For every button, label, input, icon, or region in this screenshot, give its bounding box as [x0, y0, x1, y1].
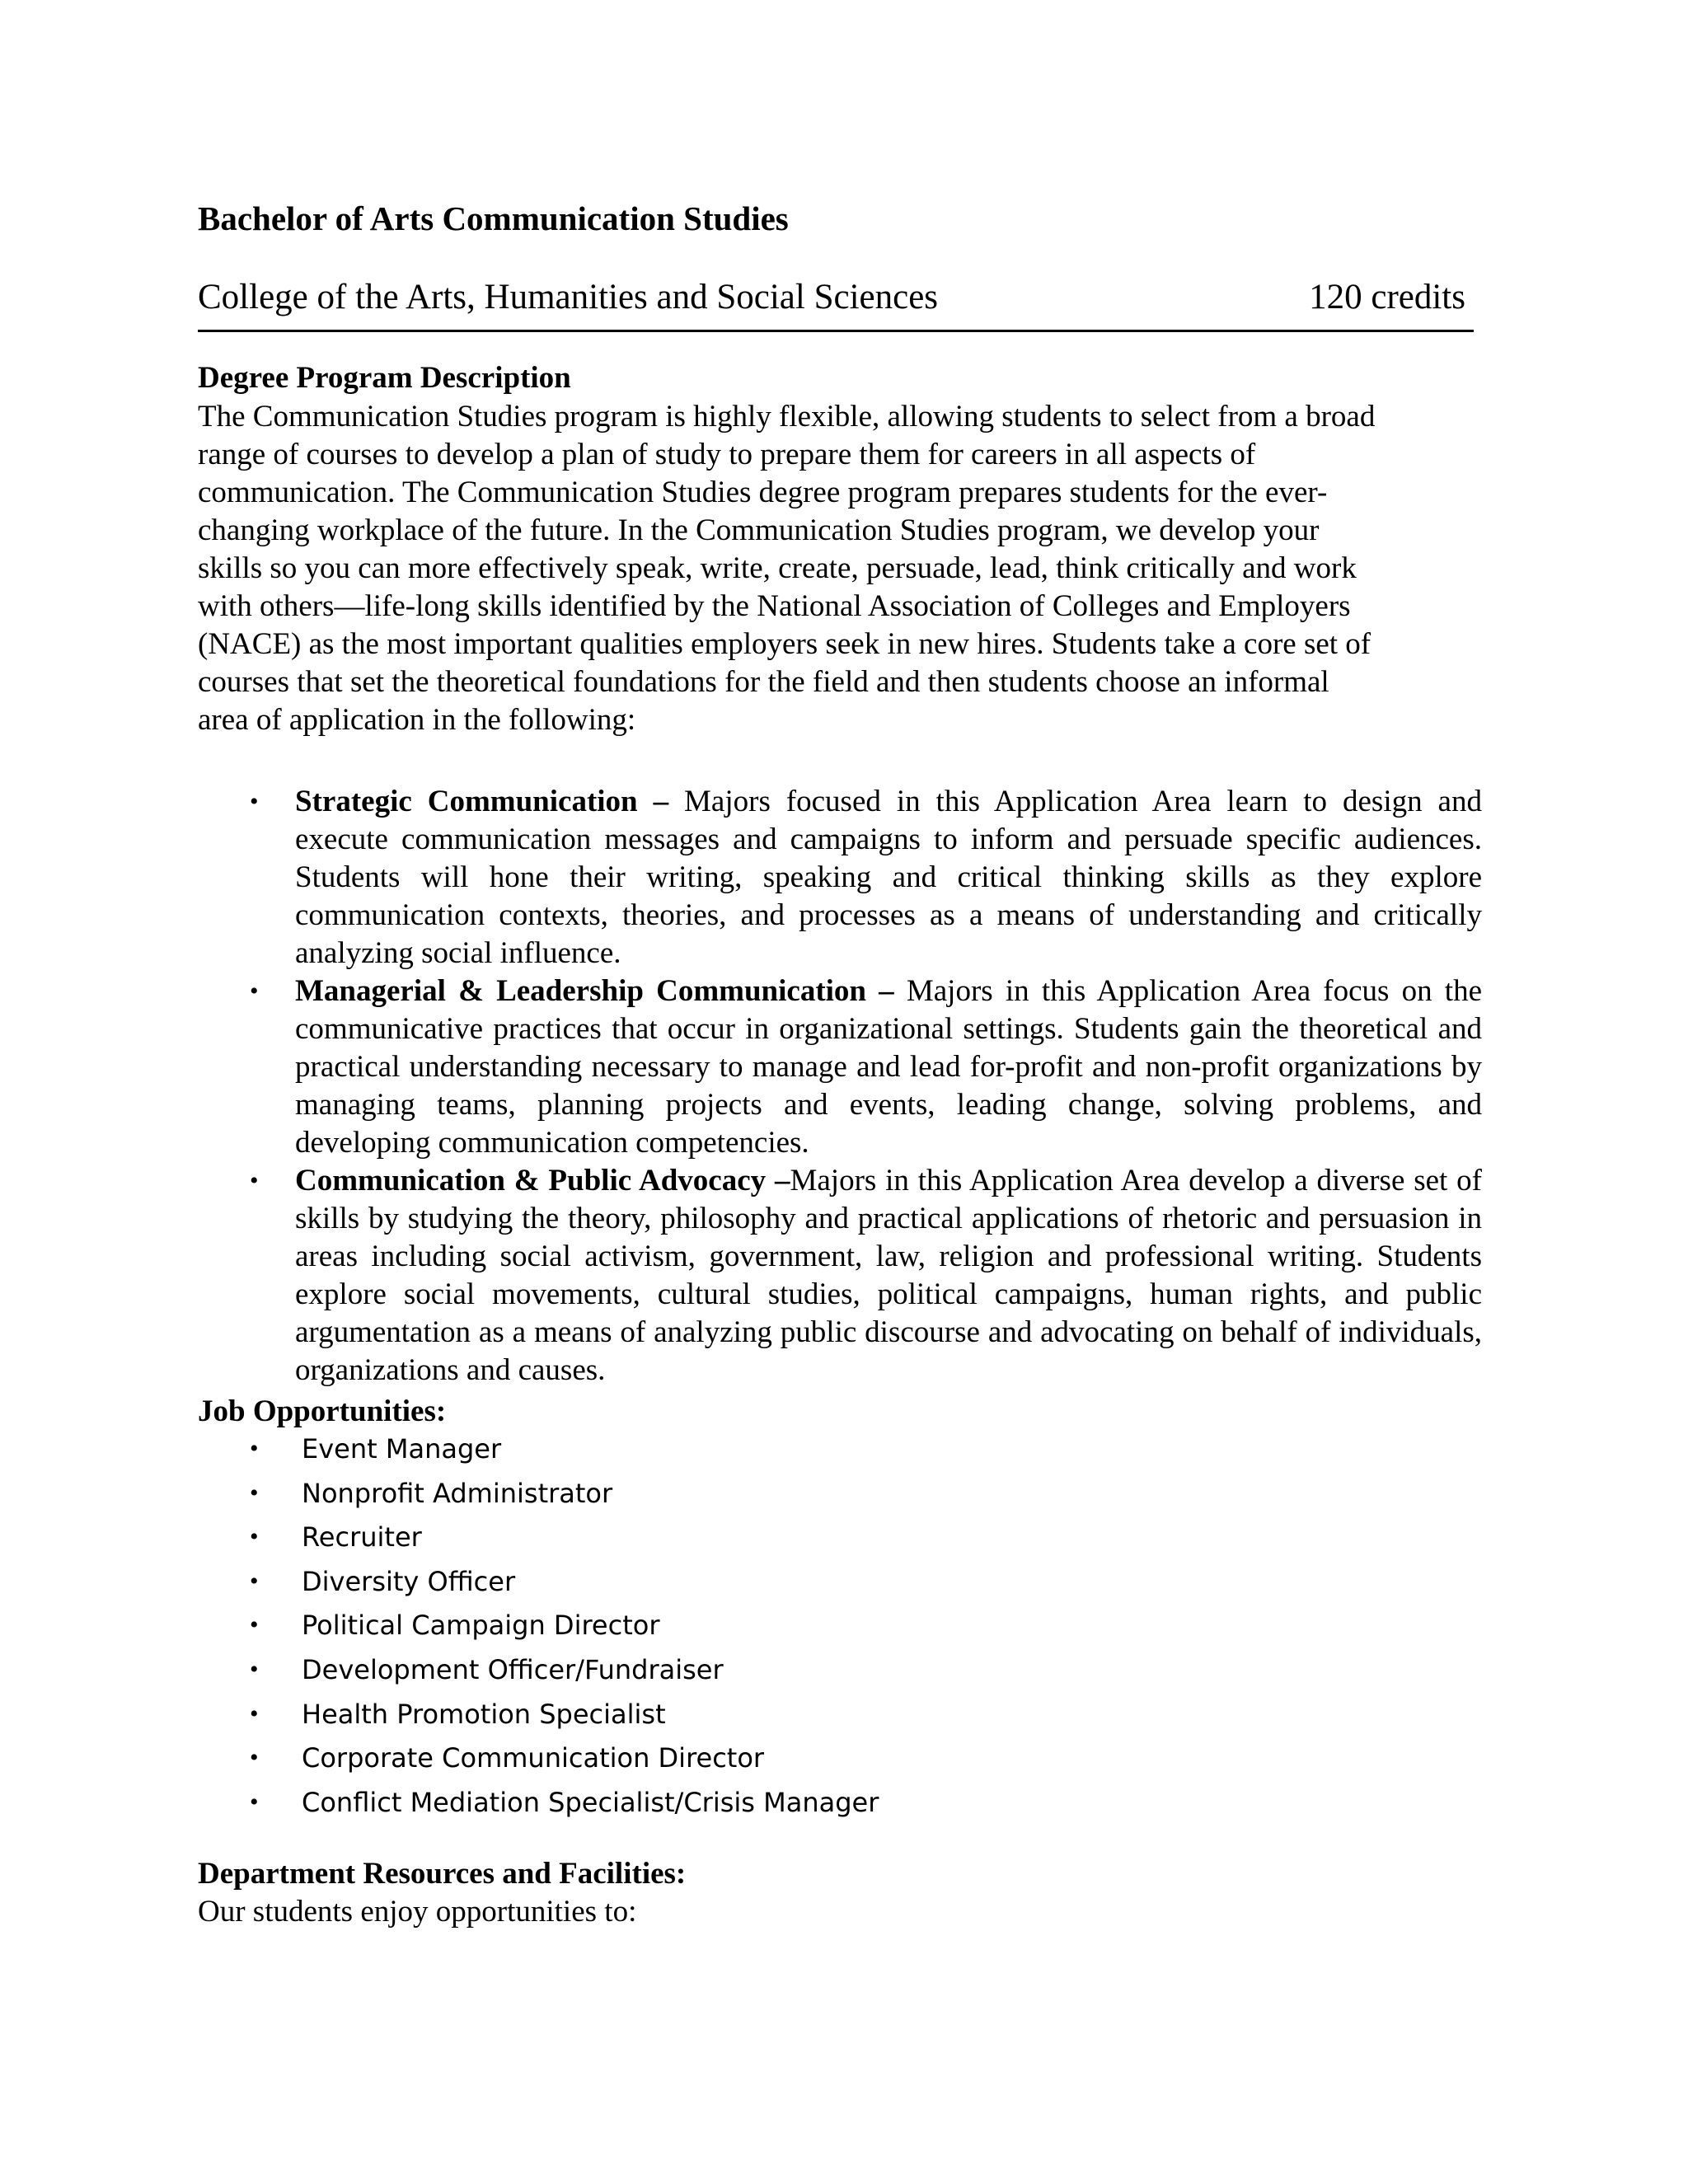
area-description: Majors in this Application Area develop a diverse set of skills by studying the theory, philosophy and practical applications of rhetoric and persuasion in areas including social activism, government, law, religion and professional writing. Students explore social movements, cultural studies, political campaigns, human rights, and public argumentation as a means of analyzing public discourse and advocating on behalf of individuals, organizations and causes.: [295, 1164, 1482, 1387]
application-area-item: [198, 1162, 1500, 1390]
bullet-icon: •: [250, 1479, 259, 1507]
bullet-icon: •: [250, 1567, 259, 1595]
bullet-icon: •: [250, 1167, 259, 1194]
description-line: skills so you can more effectively speak, write, create, persuade, lead, think critically and work: [198, 551, 1357, 585]
bullet-icon: •: [250, 1435, 259, 1462]
description-line: communication. The Communication Studies degree program prepares students for the ever-: [198, 476, 1328, 509]
job-item: [198, 1739, 879, 1783]
application-areas-list: [198, 783, 1500, 1390]
job-title: Nonprofit Administrator: [302, 1477, 613, 1509]
resources-heading: Department Resources and Facilities:: [198, 1857, 687, 1891]
description-heading: Degree Program Description: [198, 361, 571, 395]
bullet-icon: •: [250, 1699, 259, 1727]
job-item: [198, 1695, 879, 1740]
area-name: Strategic Communication –: [295, 785, 669, 818]
job-title: Political Campaign Director: [302, 1610, 660, 1642]
description-line: The Communication Studies program is highly flexible, allowing students to select from a broad: [198, 400, 1376, 434]
college-credits-row: [198, 272, 1474, 332]
bullet-icon: •: [250, 1611, 259, 1639]
job-title: Corporate Communication Director: [302, 1742, 765, 1774]
description-line: area of application in the following:: [198, 703, 636, 737]
job-title: Diversity Officer: [302, 1565, 516, 1597]
application-area-item: [198, 783, 1500, 972]
credit-count: 120 credits: [1309, 278, 1465, 316]
job-title: Development Officer/Fundraiser: [302, 1653, 724, 1685]
job-item: [198, 1430, 879, 1474]
job-title: Recruiter: [302, 1521, 422, 1554]
bullet-icon: •: [250, 1788, 259, 1816]
bullet-icon: •: [250, 1744, 259, 1772]
description-line: courses that set the theoretical foundations for the field and then students choose an informal: [198, 665, 1329, 699]
area-name: Managerial & Leadership Communication –: [295, 974, 894, 1008]
job-title: Event Manager: [302, 1433, 502, 1465]
job-item: [198, 1606, 879, 1651]
job-opportunities-list: [198, 1430, 879, 1827]
job-item: [198, 1474, 879, 1519]
jobs-heading: Job Opportunities:: [198, 1394, 447, 1428]
bullet-icon: •: [250, 1523, 259, 1551]
description-line: range of courses to develop a plan of study to prepare them for careers in all aspects of: [198, 438, 1256, 471]
description-line: (NACE) as the most important qualities employers seek in new hires. Students take a core set of: [198, 627, 1372, 661]
bullet-icon: •: [250, 788, 259, 815]
bullet-icon: •: [250, 1655, 259, 1683]
resources-text: Our students enjoy opportunities to:: [198, 1895, 637, 1929]
area-description: Majors in this Application Area focus on the communicative practices that occur in organizational settings. Students gain the theoretical and practical understanding necessary to manage and lead for-profit and non-profit organizations by managing teams, planning projects and events, leading change, solving problems, and developing communication competencies.: [295, 974, 1482, 1160]
job-item: [198, 1518, 879, 1563]
job-item: [198, 1783, 879, 1828]
description-text: [198, 398, 1492, 739]
description-line: changing workplace of the future. In the Communication Studies program, we develop your: [198, 513, 1320, 547]
application-area-item: [198, 972, 1500, 1162]
job-title: Conflict Mediation Specialist/Crisis Manager: [302, 1786, 879, 1818]
area-description: Majors focused in this Application Area learn to design and execute communication messages and campaigns to inform and persuade specific audiences. Students will hone their writing, speaking and critical thinking skills as they explore communication contexts, theories, and processes as a means of understanding and critically analyzing social influence.: [295, 785, 1482, 970]
job-title: Health Promotion Specialist: [302, 1698, 666, 1730]
job-item: [198, 1651, 879, 1695]
bullet-icon: •: [250, 977, 259, 1005]
job-item: [198, 1563, 879, 1607]
description-line: with others—life-long skills identified by the National Association of Colleges and Employers: [198, 589, 1351, 623]
area-name: Communication & Public Advocacy –: [295, 1164, 790, 1197]
college-name: College of the Arts, Humanities and Social Sciences: [198, 278, 939, 316]
page-title: Bachelor of Arts Communication Studies: [198, 199, 789, 237]
